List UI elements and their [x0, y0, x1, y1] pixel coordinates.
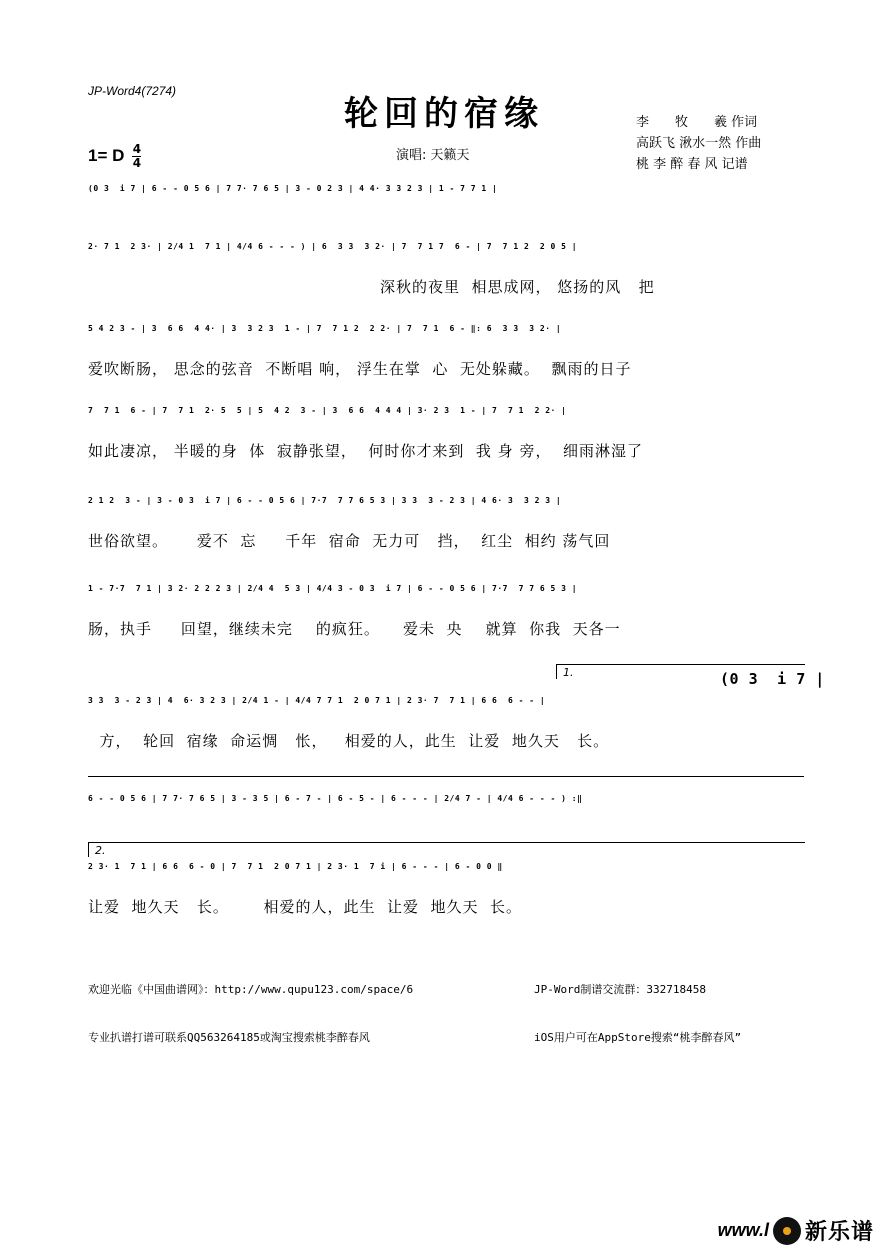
volta-1-intro: (0 3 i 7 | [720, 670, 825, 688]
notation-row: 5 4 2 3 - | 3 6 6 4 4· | 3 3 2 3 1 - | 7 7 1 2 2 2· | 7 7 1 6 - ‖: 6 3 3 3 2· | [88, 324, 562, 333]
lyric-row: 让爱 地久天 长。 相爱的人，此生 让爱 地久天 长。 [88, 898, 523, 916]
volta-2-label: 2. [95, 844, 106, 857]
lyric-row: 如此凄凉， 半暖的身 体 寂静张望， 何时你才来到 我 身 旁， 细雨淋湿了 [88, 442, 643, 460]
time-bottom: 4 [132, 156, 142, 170]
footer-site-line: 欢迎光临《中国曲谱网》：http://www.qupu123.com/space/6 [88, 983, 414, 996]
lyric-row: 深秋的夜里 相思成网， 悠扬的风 把 [380, 278, 655, 296]
notation-row: 3 3 3 - 2 3 | 4 6· 3 2 3 | 2/4 1 - | 4/4 7 7 1 2 0 7 1 | 2 3· 7 7 1 | 6 6 6 - - | [88, 696, 546, 705]
credits-block [636, 112, 761, 175]
footer-left [88, 950, 413, 1062]
record-disc-icon [773, 1217, 801, 1245]
volta-1-label: 1. [563, 666, 574, 679]
watermark-logo [718, 1215, 874, 1246]
lyricist-credit: 李 牧 羲 作词 [636, 115, 758, 130]
time-signature [132, 144, 141, 169]
software-label: JP-Word4(7274) [88, 84, 177, 98]
notation-row: 2· 7 1 2 3· | 2/4 1 7 1 | 4/4 6 - - - ) | 6 3 3 3 2· | 7 7 1 7 6 - | 7 7 1 2 2 0 5 | [88, 242, 578, 251]
notation-row: 1 - 7·7 7 1 | 3 2· 2 2 2 3 | 2/4 4 5 3 | 4/4 3 - 0 3 i 7 | 6 - - 0 5 6 | 7·7 7 7 6 5 3 | [88, 584, 578, 593]
notation-row: 2 3· 1 7 1 | 6 6 6 - 0 | 7 7 1 2 0 7 1 | 2 3· 1 7 i | 6 - - - | 6 - 0 0 ‖ [88, 862, 503, 871]
lyric-row: 肠，执手 回望，继续未完 的疯狂。 爱未 央 就算 你我 天各一 [88, 620, 621, 638]
time-top: 4 [132, 142, 142, 156]
volta-1-extension [88, 776, 804, 777]
notation-row: 6 - - 0 5 6 | 7 7· 7 6 5 | 3 - 3 5 | 6 - 7 - | 6 - 5 - | 6 - - - | 2/4 7 - | 4/4 6 - - - ) :‖ [88, 794, 583, 803]
watermark-name: 新乐谱 [804, 1220, 874, 1245]
footer-contact-line: 专业扒谱打谱可联系QQ563264185或淘宝搜索桃李醉春风 [88, 1031, 370, 1044]
lyric-row: 世俗欲望。 爱不 忘 千年 宿命 无力可 挡， 红尘 相约 荡气回 [88, 532, 611, 550]
footer-group-line: JP-Word制谱交流群：332718458 [534, 983, 706, 996]
notation-row: (0 3 i 7 | 6 - - 0 5 6 | 7 7· 7 6 5 | 3 - 0 2 3 | 4 4· 3 3 2 3 | 1 - 7 7 1 | [88, 184, 498, 193]
footer-right [534, 950, 741, 1062]
lyric-row: 爱吹断肠， 思念的弦音 不断唱 响， 浮生在掌 心 无处躲藏。 飘雨的日子 [88, 360, 632, 378]
footer-ios-line: iOS用户可在AppStore搜索“桃李醉春风” [534, 1031, 742, 1044]
volta-2-bracket [88, 842, 805, 857]
transcriber-credit: 桃 李 醉 春 风 记谱 [636, 157, 748, 172]
notation-row: 2 1 2 3 - | 3 - 0 3 i 7 | 6 - - 0 5 6 | 7·7 7 7 6 5 3 | 3 3 3 - 2 3 | 4 6· 3 3 2 3 | [88, 496, 562, 505]
song-title: 轮回的宿缘 [344, 94, 544, 134]
singer-credit: 演唱: 天籁天 [396, 148, 470, 163]
key-label: 1= D [88, 146, 125, 165]
key-signature [88, 144, 141, 169]
lyric-row: 方， 轮回 宿缘 命运惆 怅， 相爱的人，此生 让爱 地久天 长。 [88, 732, 610, 750]
composer-credit: 高跃飞 湫水一然 作曲 [636, 136, 762, 151]
watermark-url: www.l [717, 1220, 769, 1240]
notation-row: 7 7 1 6 - | 7 7 1 2· 5 5 | 5 4 2 3 - | 3 6 6 4 4 4 | 3· 2 3 1 - | 7 7 1 2 2· | [88, 406, 567, 415]
